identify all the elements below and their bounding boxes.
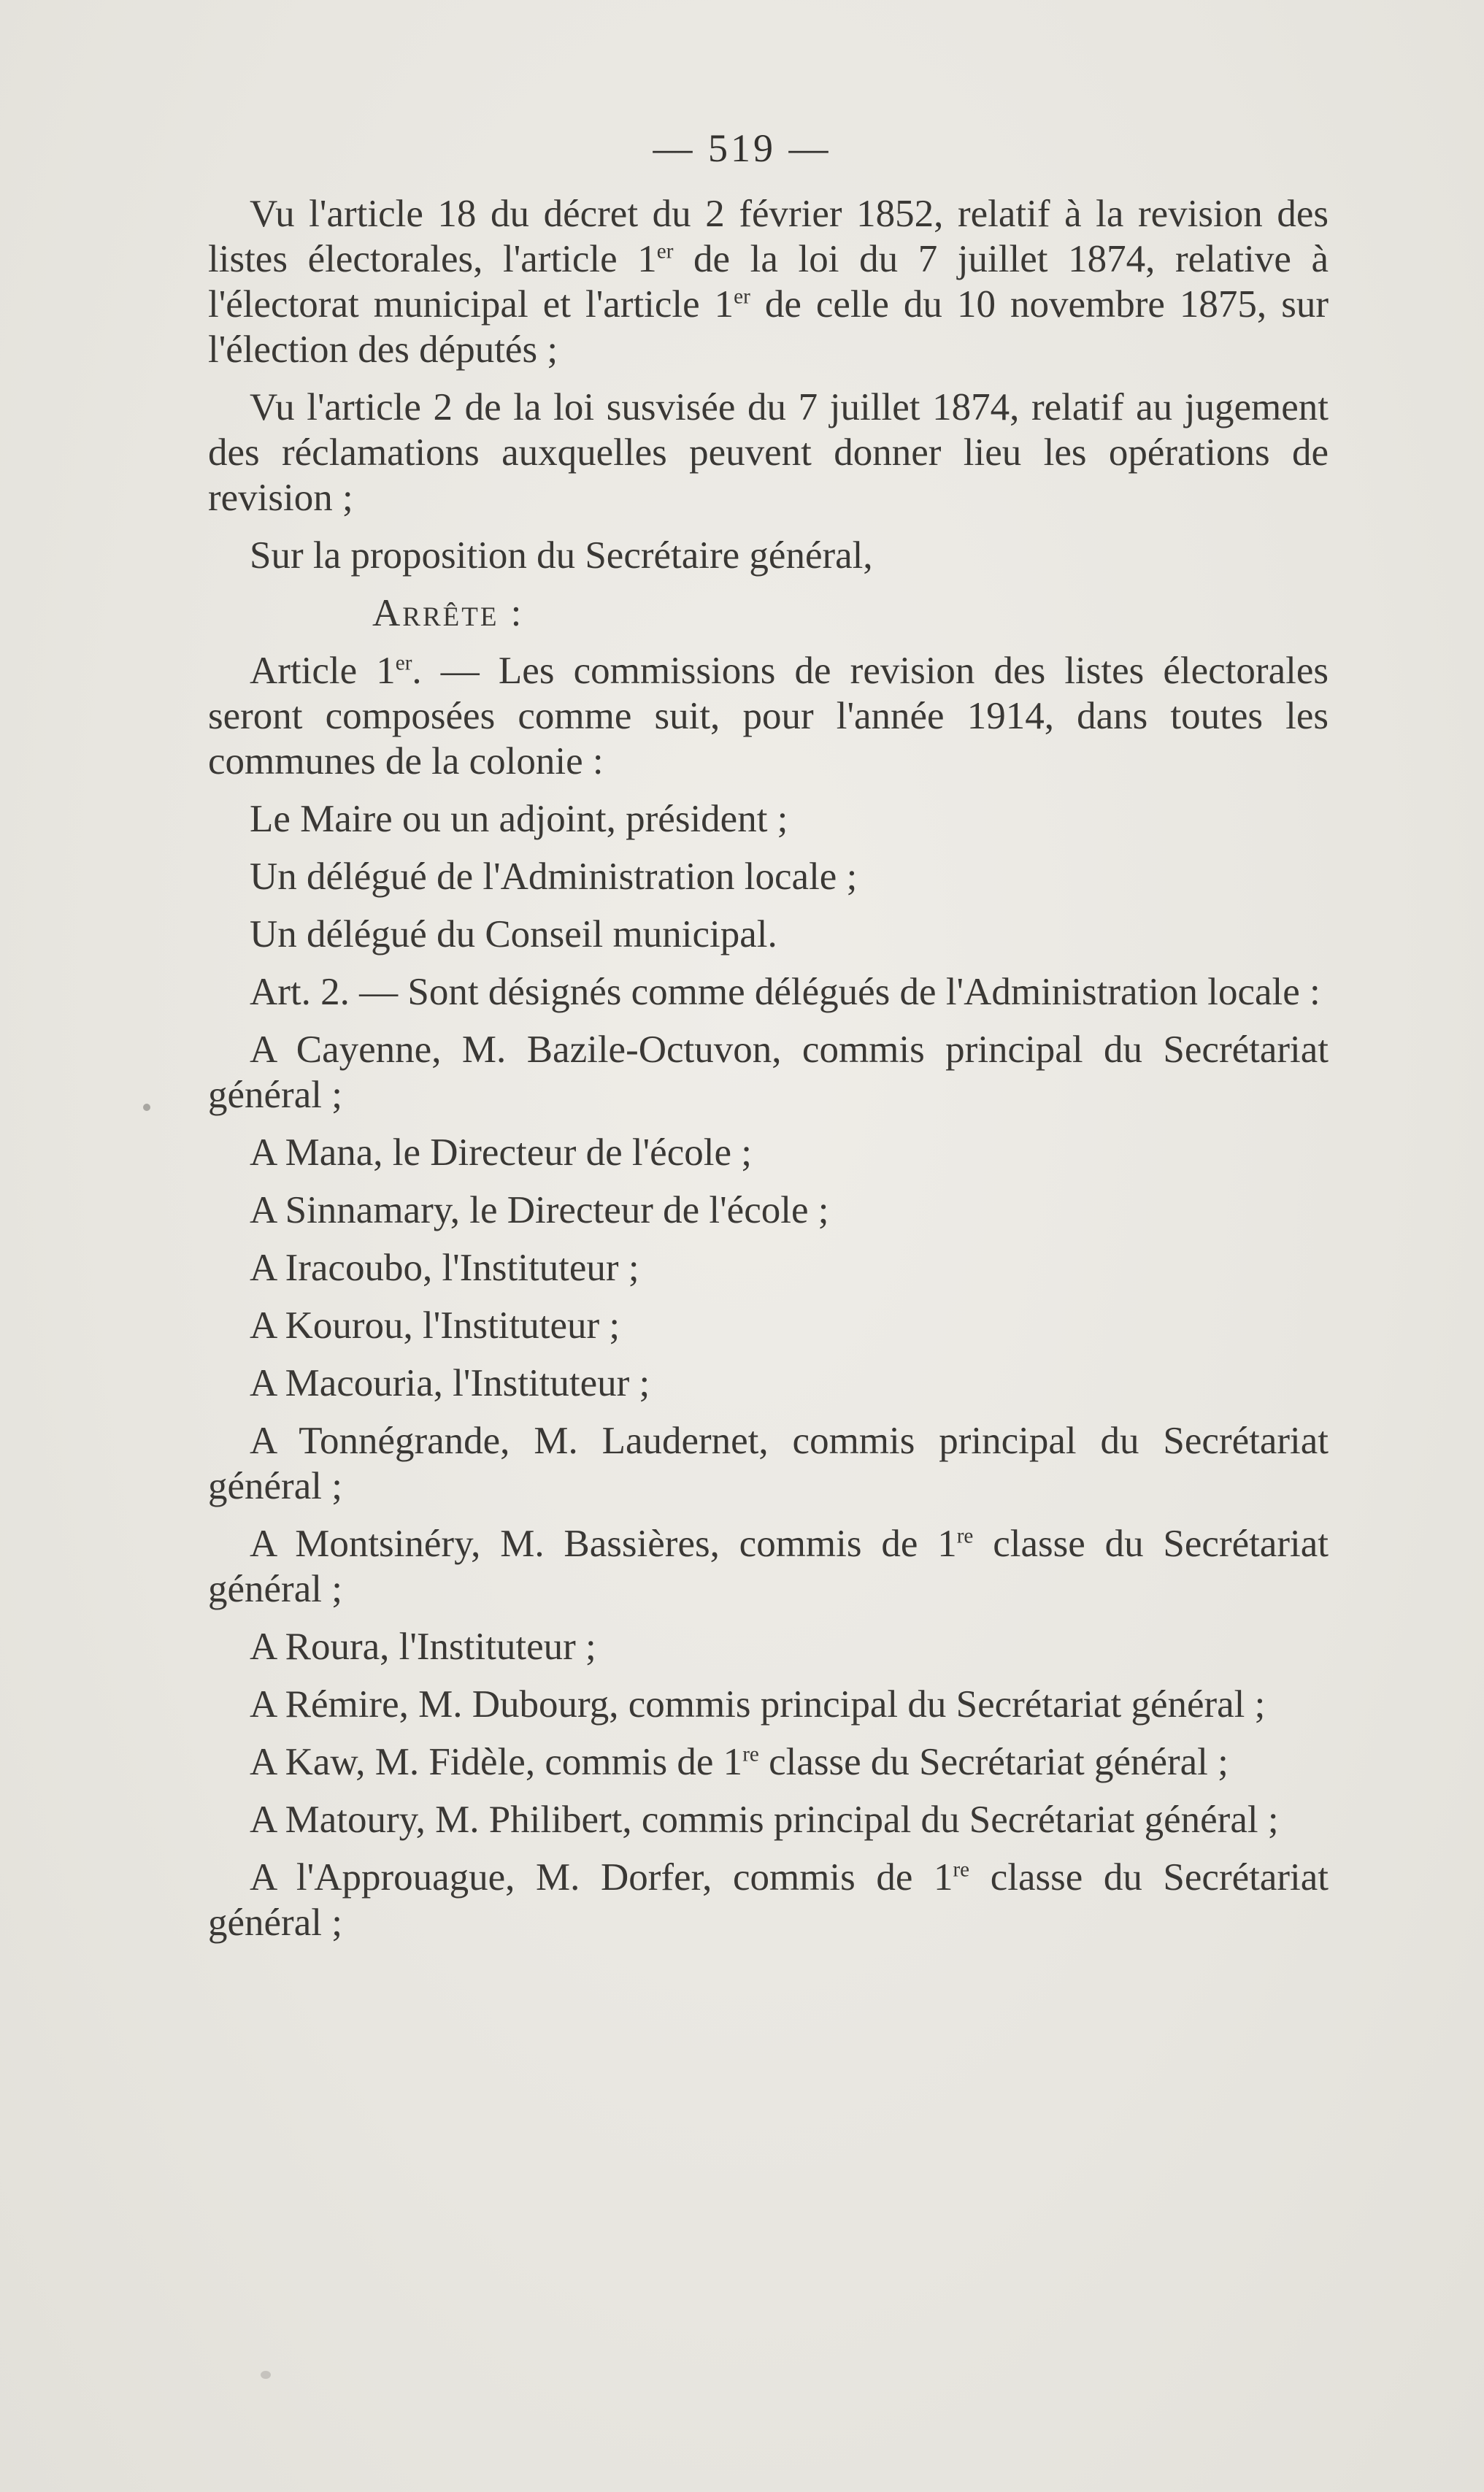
text-run: A Rémire, M. Dubourg, commis principal du Secrétariat général ; bbox=[250, 1683, 1266, 1726]
paragraph bbox=[208, 1361, 1329, 1406]
print-speck bbox=[143, 1104, 150, 1111]
paragraph bbox=[208, 969, 1329, 1015]
text-run: A Tonnégrande, M. Laudernet, commis principal du Secrétariat général ; bbox=[208, 1420, 1329, 1507]
text-run: Un délégué de l'Administration locale ; bbox=[250, 855, 858, 898]
text-run: A Sinnamary, le Directeur de l'école ; bbox=[250, 1189, 829, 1231]
superscript: re bbox=[953, 1858, 970, 1882]
paragraph bbox=[208, 385, 1329, 520]
paragraph bbox=[208, 1027, 1329, 1118]
paragraph bbox=[208, 1521, 1329, 1612]
decree-heading bbox=[208, 591, 1329, 636]
text-run: Un délégué du Conseil municipal. bbox=[250, 913, 777, 955]
text-run: Article 1 bbox=[250, 650, 396, 692]
superscript: er bbox=[734, 285, 750, 309]
paragraph bbox=[208, 1188, 1329, 1233]
text-run: classe du Secrétariat général ; bbox=[208, 1523, 1329, 1610]
paragraph bbox=[208, 1245, 1329, 1291]
paragraph bbox=[208, 1739, 1329, 1785]
paragraph bbox=[208, 912, 1329, 957]
text-run: Vu l'article 2 de la loi susvisée du 7 juillet 1874, relatif au jugement des réclamations auxquelles peuvent donner lieu les opérations de revision ; bbox=[208, 386, 1329, 519]
text-run: A Macouria, l'Instituteur ; bbox=[250, 1362, 650, 1404]
paragraph bbox=[208, 1855, 1329, 1945]
text-run: A Kourou, l'Instituteur ; bbox=[250, 1304, 620, 1347]
text-run: Vu l'article 18 du décret du 2 février 1852, relatif à la revision des listes électorales, l'article 1 bbox=[208, 193, 1329, 280]
superscript: er bbox=[656, 239, 674, 264]
text-run: classe du Secrétariat général ; bbox=[758, 1741, 1229, 1783]
text-run: . — Les commissions de revision des listes électorales seront composées comme suit, pour l'année 1914, dans toutes les communes de la colonie : bbox=[208, 650, 1329, 782]
page-number: — 519 — bbox=[653, 126, 831, 170]
print-speck bbox=[261, 2371, 271, 2379]
paragraph bbox=[208, 1797, 1329, 1842]
text-run: A Iracoubo, l'Instituteur ; bbox=[250, 1247, 639, 1289]
text-run: A Mana, le Directeur de l'école ; bbox=[250, 1131, 752, 1174]
paragraph bbox=[208, 648, 1329, 784]
superscript: er bbox=[395, 651, 412, 675]
text-run: A Kaw, M. Fidèle, commis de 1 bbox=[250, 1741, 743, 1783]
text-run: Le Maire ou un adjoint, président ; bbox=[250, 798, 788, 840]
text-run: Sur la proposition du Secrétaire général, bbox=[250, 534, 873, 577]
text-run: de la loi du 7 juillet 1874, relative à l'électorat municipal et l'article 1 bbox=[208, 238, 1329, 326]
text-run: de celle du 10 novembre 1875, sur l'élection des députés ; bbox=[208, 283, 1329, 371]
paragraph bbox=[208, 533, 1329, 578]
text-run: A Matoury, M. Philibert, commis principal du Secrétariat général ; bbox=[250, 1799, 1279, 1841]
text-run: A Montsinéry, M. Bassières, commis de 1 bbox=[250, 1523, 957, 1565]
text-run: classe du Secrétariat général ; bbox=[208, 1856, 1329, 1944]
paragraph bbox=[208, 796, 1329, 842]
superscript: re bbox=[742, 1742, 759, 1766]
paragraph bbox=[208, 1303, 1329, 1348]
paragraph bbox=[208, 1624, 1329, 1669]
text-column bbox=[208, 191, 1329, 1958]
text-run: A Roura, l'Instituteur ; bbox=[250, 1626, 596, 1668]
text-run: Art. 2. — Sont désignés comme délégués de l'Administration locale : bbox=[250, 971, 1320, 1013]
paragraph bbox=[208, 1130, 1329, 1175]
paragraph bbox=[208, 191, 1329, 372]
text-run: A Cayenne, M. Bazile-Octuvon, commis principal du Secrétariat général ; bbox=[208, 1028, 1329, 1116]
text-run: Arrête : bbox=[372, 592, 524, 634]
text-run: A l'Approuague, M. Dorfer, commis de 1 bbox=[250, 1856, 953, 1899]
superscript: re bbox=[956, 1524, 974, 1548]
paragraph bbox=[208, 1682, 1329, 1727]
paragraph bbox=[208, 1418, 1329, 1509]
paragraph bbox=[208, 854, 1329, 899]
